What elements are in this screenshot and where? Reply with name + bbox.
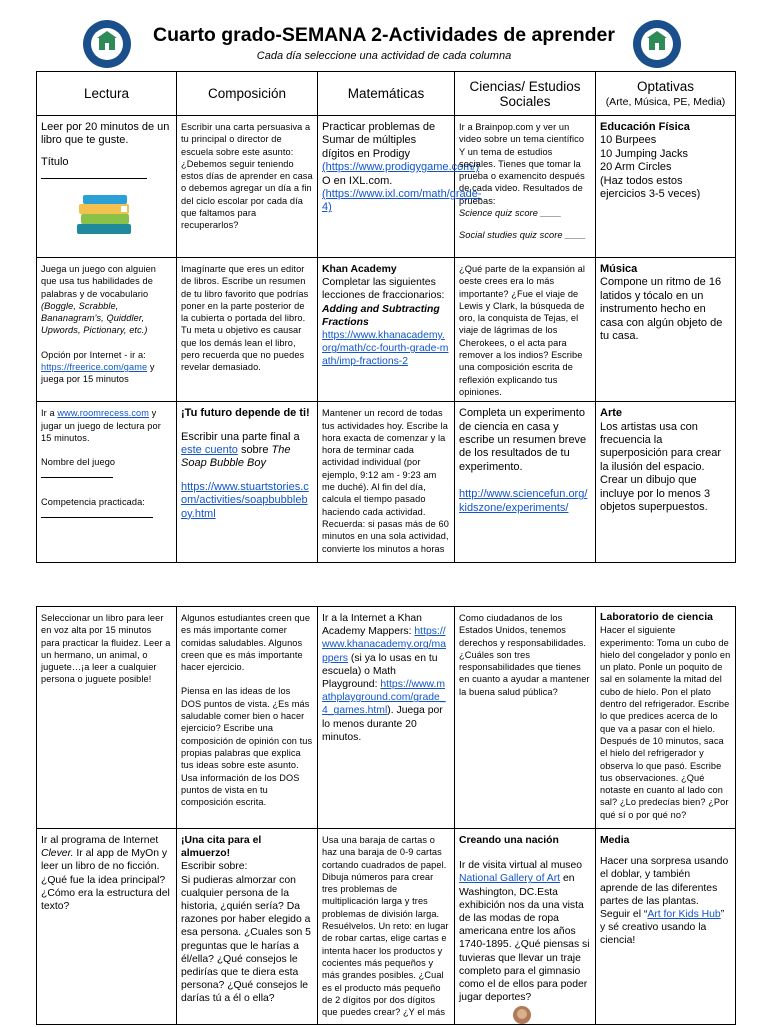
header-row (37, 72, 736, 116)
cell-ciencias: Como ciudadanos de los Estados Unidos, tenemos derechos y responsabilidades. ¿Cuáles son tres responsabilidades que tienes en cuanto a ayudar a mantener la buena salud pública? (455, 607, 596, 829)
cuento-link[interactable]: este cuento (181, 444, 238, 457)
cell-optativas: Laboratorio de ciencia Hacer el siguiente experimento: Toma un cubo de hielo del congelador y ponlo en un plato. Ponle un poquito de sal en solamente la mitad del cubo de hielo. Pon el plato dentro del refrigerador. Escribe lo que predices acerca de lo que va a pasar con el hielo. Después de 10 minutos, saca el hielo del refrigerador y observa lo que pasó. Escribe tus observaciones. ¿Qué notaste en cuanto al lado con sal? ¿Lo predecías bien? ¿Por qué sí o por qué no? (596, 607, 736, 829)
cell-lectura: Seleccionar un libro para leer en voz alta por 15 minutos para practicar la fluidez. Leer a un hermano, un animal, o juguete…¡a leer a cualquier persona o juguete posible! (37, 607, 177, 829)
activity-table-2 (36, 606, 736, 1025)
cell-lectura: Ir al programa de Internet Clever. Ir al app de MyOn y leer un libro de no ficción. ¿Qué fue la idea principal? ¿Cómo era la estructura del texto? (37, 829, 177, 1025)
cell-optativas: Educación Física 10 Burpees 10 Jumping Jacks 20 Arm Circles (Haz todos estos ejercicios 3-5 veces) (596, 116, 736, 258)
freerice-link[interactable]: https://freerice.com/game (41, 362, 148, 373)
cell-composicion: Algunos estudiantes creen que es más importante comer comidas saludables. Algunos creen que es más importante hacer ejercicio. Piensa en las ideas de los DOS puntos de vista. ¿Es más saludable comer bien o hacer ejercicio? Escribe una composición de opinión con tus propias palabras que explica tus ideas sobre este asunto. Usa información de los DOS puntos de vista en tu composición escrita. (177, 607, 318, 829)
cell-optativas: Música Compone un ritmo de 16 latidos y tócalo en un instrumento hecho en casa con algún objeto de tu casa. (596, 258, 736, 402)
page-title: Cuarto grado-SEMANA 2-Actividades de aprender (153, 24, 615, 46)
table-row (37, 116, 736, 258)
cell-matematicas: Practicar problemas de Sumar de múltiples dígitos en Prodigy (https://www.prodigygame.com/) O en IXL.com. (https://www.ixl.com/math/grade-4) (318, 116, 455, 258)
answer-line (41, 468, 113, 478)
table-row (37, 829, 736, 1025)
cell-ciencias: Creando una nación Ir de visita virtual al museo National Gallery of Art en Washington, DC.Esta exhibición nos da una vista de las modas de ropa americana entre los años 1740-1895. ¿Qué piensas si tuvieras que llevar un traje completo para el gimnasio como el de ellos para poder jugar deportes? (455, 829, 596, 1025)
cell-optativas: Media Hacer una sorpresa usando el doblar, y también aprende de las diferentes partes de las plantas. Seguir el “Art for Kids Hub” y sé creativo usando la ciencia! (596, 829, 736, 1025)
mathplayground-link[interactable]: https://www.mathplayground.com/grade_4_games.html (322, 679, 446, 717)
sciencefun-link[interactable]: http://www.sciencefun.org/kidszone/experiments/ (459, 488, 588, 514)
cell-optativas: Arte Los artistas usa con frecuencia la superposición para crear la ilusión del espacio. Crear un dibujo que incluye por lo menos 3 objetos superpuestos. (596, 402, 736, 563)
art-for-kids-hub-link[interactable]: Art for Kids Hub (647, 909, 721, 921)
cell-composicion: Imagínarte que eres un editor de libros. Escribe un resumen de tu libro favorito que podrías poner en la parte posterior de la cubierta o portada del libro. Tu meta u objetivo es causar que los demás lean el libro, pero recuerda que no puedes revelar demasiado. (177, 258, 318, 402)
books-icon (75, 192, 133, 238)
cell-matematicas: Ir a la Internet a Khan Academy Mappers: https://www.khanacademy.org/mappers (si ya lo usas en tu escuela) o Math Playground: https://www.mathplayground.com/grade_4_games.html). Juega por lo menos durante 20 minutos. (318, 607, 455, 829)
answer-line (41, 508, 153, 518)
cell-matematicas: Khan Academy Completar las siguientes lecciones de fraccionarios: Adding and Subtracting Fractions https://www.khanacademy.org/math/cc-fourth-grade-math/imp-fractions-2 (318, 258, 455, 402)
prodigy-link[interactable]: (https://www.prodigygame.com/) (322, 161, 480, 174)
cell-ciencias: Completa un experimento de ciencia en casa y escribe un resumen breve de los resultados de tu experimento. http://www.sciencefun.org/kidszone/experiments/ (455, 402, 596, 563)
stuartstories-link[interactable]: https://www.stuartstories.com/activities/soapbubbleboy.html (181, 480, 309, 520)
col-header-ciencias: Ciencias/ Estudios Sociales (455, 72, 596, 116)
col-header-lectura: Lectura (37, 72, 177, 116)
cell-matematicas: Mantener un record de todas tus actividades hoy. Escribe la hora exacta de comenzar y la hora de terminar cada actividad individual (por ejemplo, 9:12 am - 9:23 am me duché). Al fin del día, calcula el tiempo pasado haciendo cada actividad. Recuerda: si pasas más de 60 minutos en una sola actividad, convierte los minutos a horas (318, 402, 455, 563)
cell-ciencias: Ir a Brainpop.com y ver un video sobre un tema científico Y un tema de estudios sociales. Tienes que tomar la prueba o examencito después de cada video. Resultados de pruebas: Science quiz score ____ Social studies quiz score ____ (455, 116, 596, 258)
costume-image (508, 1005, 536, 1027)
page-subtitle: Cada día seleccione una actividad de cada columna (256, 50, 512, 62)
table-row (37, 402, 736, 563)
cell-ciencias: ¿Qué parte de la expansión al oeste crees era lo más importante? ¿Fue el viaje de Lewis y Clark, la búsqueda de oro, la conquista de Tejas, el viaje de lágrimas de los Cherokees, o el acta para remover a los indios? Escribe una composición escrita de reflexión explicando tus opiniones. (455, 258, 596, 402)
cell-lectura: Juega un juego con alguien que usa tus habilidades de palabras y de vocabulario (Boggle, Scrabble, Bananagram's, Quiddler, Upwords, Pictionary, etc.) Opción por Internet - ir a: https://freerice.com/game y juega por 15 minutos (37, 258, 177, 402)
col-header-composicion: Composición (177, 72, 318, 116)
cell-matematicas: Usa una baraja de cartas o haz una baraja de 0-9 cartas cortando cuadrados de papel. Dibuja números para crear tres problemas de multiplicación larga y tres problemas de división larga. Resuélvelos. Un reto: en lugar de robar cartas, elige cartas e intenta hacer los productos y cocientes más pequeños y más grandes posibles. ¿Cual es el producto más pequeño de 2 dígitos por dos dígitos que puedes crear? ¿Y el más (318, 829, 455, 1025)
answer-line (41, 169, 147, 179)
col-header-optativas: Optativas (Arte, Música, PE, Media) (596, 72, 736, 116)
khan-fractions-link[interactable]: https://www.khanacademy.org/math/cc-fourth-grade-math/imp-fractions-2 (322, 330, 449, 368)
ixl-link[interactable]: (https://www.ixl.com/math/grade-4) (322, 188, 482, 214)
cell-lectura: Ir a www.roomrecess.com y jugar un juego de lectura por 15 minutos. Nombre del juego Competencia practicada: (37, 402, 177, 563)
cell-lectura: Leer por 20 minutos de un libro que te guste. Título (37, 116, 177, 258)
cell-composicion: Escribir una carta persuasiva a tu principal o director de escuela sobre este asunto: ¿Debemos seguir teniendo estos días de aprender en casa o debemos agregar un día a fin del ciclo escolar por cada día que faltamos para recuperarlos? (177, 116, 318, 258)
national-gallery-link[interactable]: National Gallery of Art (459, 873, 561, 885)
cell-composicion: ¡Una cita para el almuerzo! Escribir sobre: Si pudieras almorzar con cualquier persona de la historia, ¿quién sería? Da razones por haber elegido a esa persona. ¿Cuales son 5 preguntas que le harías a él/ella? ¿Qué consejos le pedirías que te diera esta persona? ¿Qué consejos le darías tú a él o ella? (177, 829, 318, 1025)
khan-mappers-link[interactable]: https://www.khanacademy.org/mappers (322, 626, 446, 664)
table-row (37, 258, 736, 402)
activity-table-1 (36, 71, 736, 563)
cell-composicion: ¡Tu futuro depende de ti! Escribir una parte final a este cuento sobre The Soap Bubble Boy https://www.stuartstories.com/activities/soapbubbleboy.html (177, 402, 318, 563)
col-header-matematicas: Matemáticas (318, 72, 455, 116)
table-row (37, 607, 736, 829)
roomrecess-link[interactable]: www.roomrecess.com (57, 408, 149, 419)
